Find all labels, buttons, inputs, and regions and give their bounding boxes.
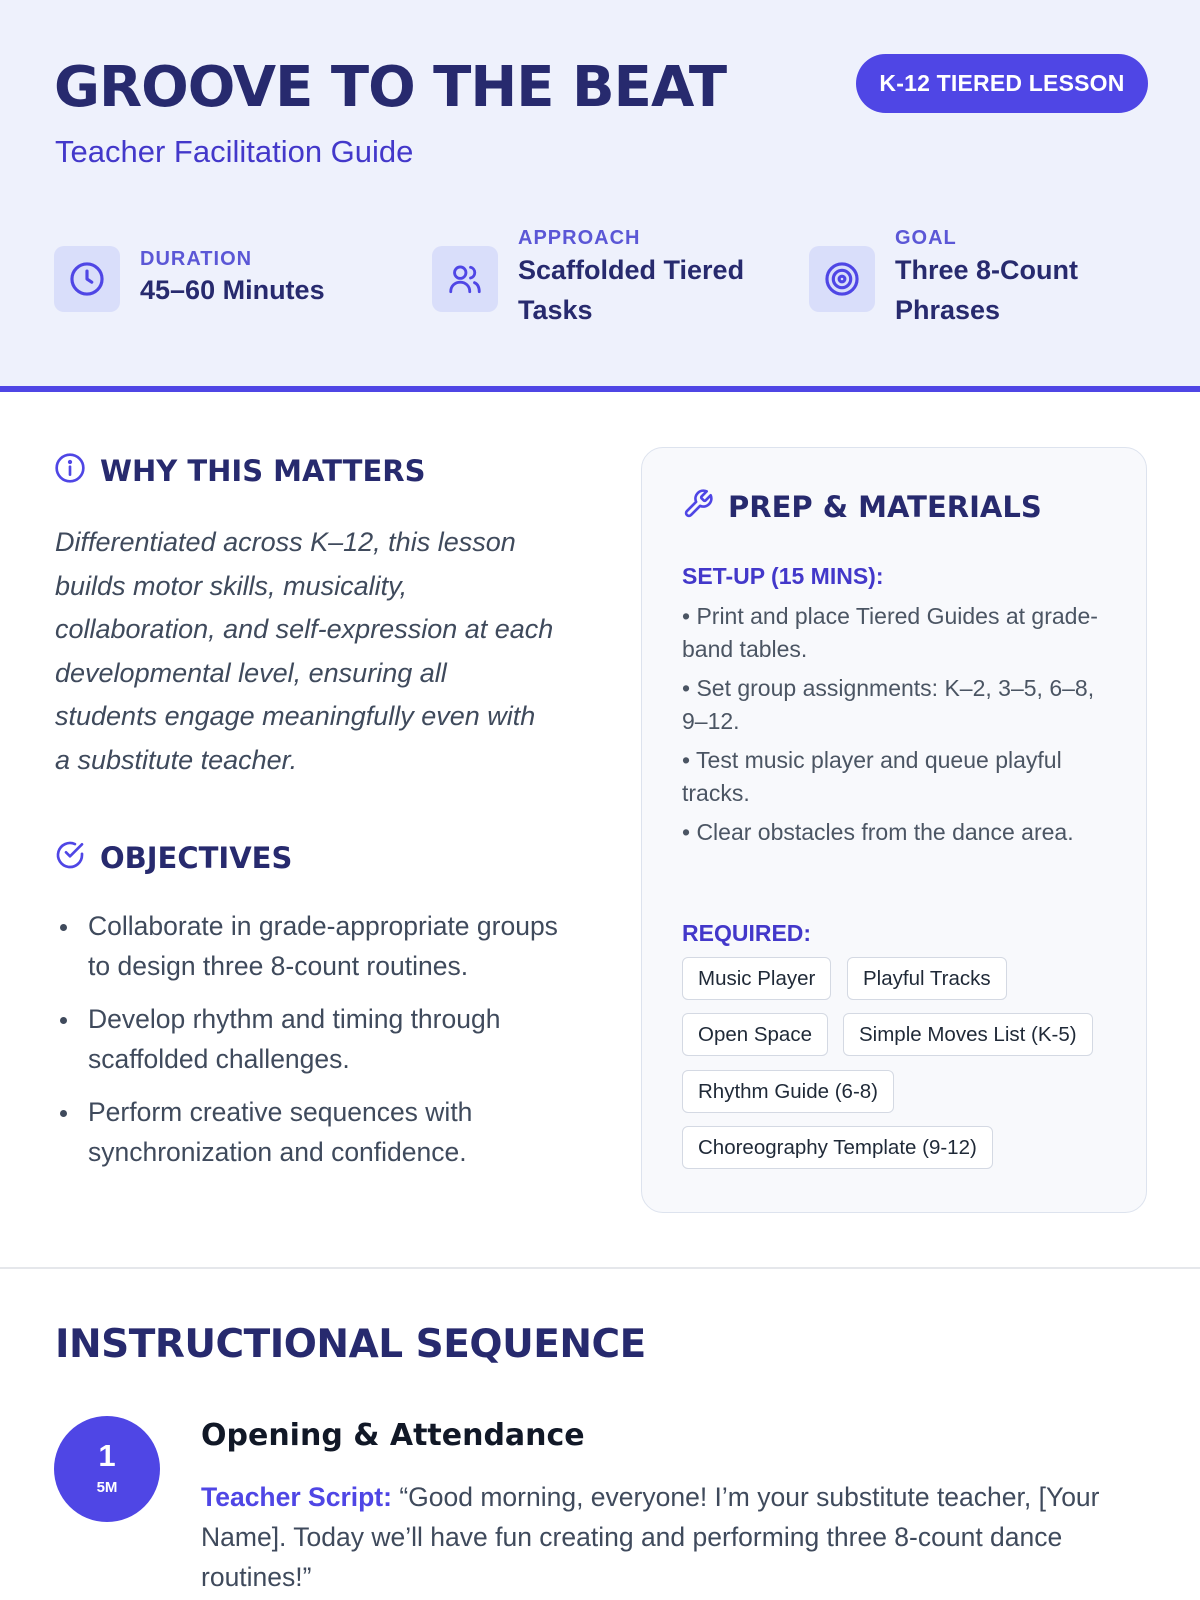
- setup-list: [682, 600, 1112, 855]
- setup-label: SET-UP (15 MINS):: [682, 563, 884, 589]
- step-body: [201, 1477, 1141, 1597]
- meta-value-line1: Scaffolded Tiered: [518, 255, 745, 285]
- meta-duration: [54, 246, 374, 336]
- step-number-badge: [54, 1416, 160, 1522]
- objectives-heading-text: OBJECTIVES: [100, 840, 293, 875]
- prep-heading-text: PREP & MATERIALS: [728, 489, 1042, 524]
- list-item: Perform creative sequences with synchronization and confidence.: [55, 1092, 575, 1172]
- info-icon: [54, 452, 86, 489]
- list-item: • Print and place Tiered Guides at grade-band tables.: [682, 603, 1098, 662]
- list-item: • Test music player and queue playful tracks.: [682, 747, 1062, 806]
- material-chip: Playful Tracks: [847, 957, 1007, 1000]
- wrench-icon: [682, 488, 714, 525]
- clock-icon: [54, 246, 120, 312]
- why-heading: [54, 452, 426, 489]
- step-number: 1: [98, 1438, 116, 1473]
- page-subtitle: Teacher Facilitation Guide: [55, 134, 414, 169]
- step-title: Opening & Attendance: [201, 1418, 585, 1453]
- list-item: Collaborate in grade-appropriate groups to design three 8-count routines.: [55, 906, 575, 986]
- material-chip: Music Player: [682, 957, 831, 1000]
- list-item: Develop rhythm and timing through scaffolded challenges.: [55, 999, 575, 1079]
- material-chip: Choreography Template (9-12): [682, 1126, 993, 1169]
- prep-heading: [682, 488, 1042, 525]
- meta-value-line2: Phrases: [895, 295, 1001, 325]
- meta-label: GOAL: [895, 227, 957, 249]
- objectives-heading: [54, 839, 292, 876]
- meta-label: APPROACH: [518, 227, 641, 249]
- why-heading-text: WHY THIS MATTERS: [100, 453, 426, 488]
- meta-value: 45–60 Minutes: [140, 275, 325, 305]
- page-title: GROOVE TO THE BEAT: [54, 55, 727, 120]
- target-icon: [809, 246, 875, 312]
- meta-label: DURATION: [140, 248, 253, 270]
- meta-approach: [432, 226, 762, 336]
- list-item: • Clear obstacles from the dance area.: [682, 819, 1074, 845]
- meta-goal: [809, 226, 1139, 336]
- prep-card: [641, 447, 1147, 1213]
- material-chip: Open Space: [682, 1013, 828, 1056]
- hero-header: [0, 0, 1200, 392]
- script-text: “Good morning, everyone! I’m your substitute teacher, [Your Name]. Today we’ll have fun creating and performing three 8-count dance routines!”: [201, 1482, 1100, 1592]
- step-duration: 5M: [96, 1479, 118, 1496]
- check-circle-icon: [54, 839, 86, 876]
- why-text: Differentiated across K–12, this lesson builds motor skills, musicality, collaboration, and self-expression at each developmental level, ensuring all students engage meaningfully even with a substitute teacher.: [55, 527, 554, 775]
- objectives-list: [55, 906, 575, 1185]
- meta-value-line1: Three 8-Count: [895, 255, 1079, 285]
- material-chip: Simple Moves List (K-5): [843, 1013, 1093, 1056]
- lesson-badge: K-12 TIERED LESSON: [856, 54, 1148, 113]
- list-item: • Set group assignments: K–2, 3–5, 6–8, 9–12.: [682, 675, 1095, 734]
- users-icon: [432, 246, 498, 312]
- required-label: REQUIRED:: [682, 920, 812, 946]
- sequence-heading: INSTRUCTIONAL SEQUENCE: [55, 1322, 646, 1367]
- section-divider: [0, 1267, 1200, 1269]
- script-label: Teacher Script:: [201, 1482, 392, 1512]
- material-chip: Rhythm Guide (6-8): [682, 1070, 894, 1113]
- meta-value-line2: Tasks: [518, 295, 593, 325]
